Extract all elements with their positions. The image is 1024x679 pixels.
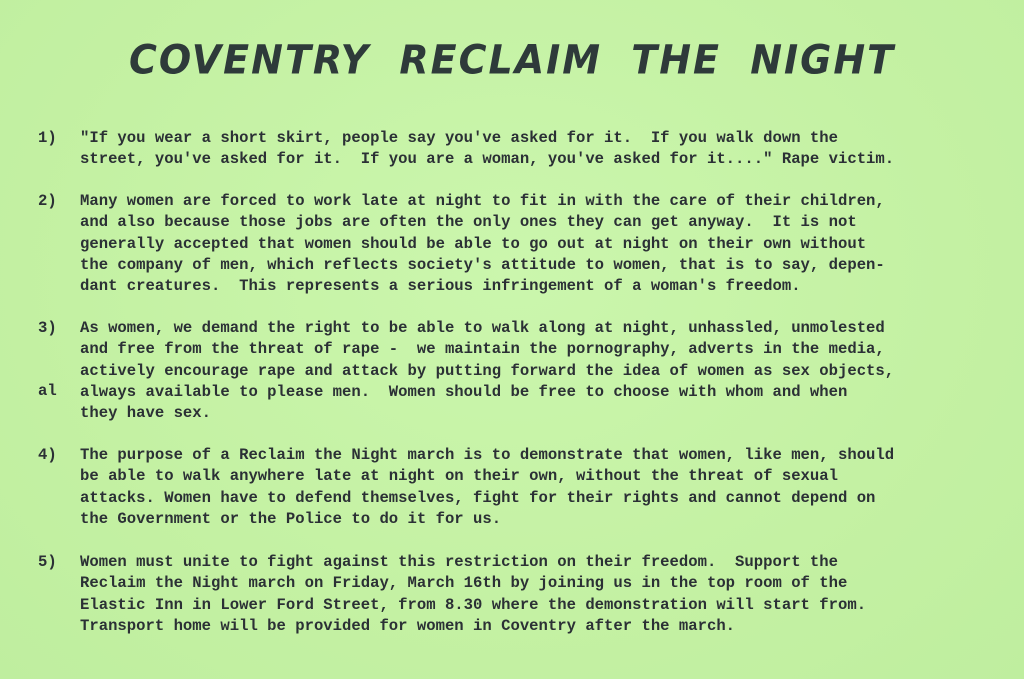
item-number: 3) [38, 319, 57, 337]
text-line: the company of men, which reflects society's attitude to women, that is to say, depen- [80, 255, 885, 274]
text-line: always available to please men. Women should be free to choose with whom and when [80, 382, 848, 401]
item-text [80, 128, 894, 171]
text-line: Many women are forced to work late at night to fit in with the care of their children, [80, 192, 885, 210]
text-line: Elastic Inn in Lower Ford Street, from 8.30 where the demonstration will start from. [80, 595, 867, 614]
text-line: Women must unite to fight against this restriction on their freedom. Support the [80, 553, 838, 571]
text-line: As women, we demand the right to be able to walk along at night, unhassled, unmolested [80, 319, 885, 337]
margin-annotation: al [38, 382, 57, 400]
text-line: the Government or the Police to do it for us. [80, 509, 502, 528]
item-number: 4) [38, 446, 57, 464]
text-line: and free from the threat of rape - we maintain the pornography, adverts in the media, [80, 340, 885, 359]
item-number: 5) [38, 553, 57, 571]
text-line: generally accepted that women should be able to go out at night on their own without [80, 234, 867, 253]
text-line: and also because those jobs are often the only ones they can get anyway. It is not [80, 213, 857, 232]
item-text [80, 318, 894, 424]
text-line: they have sex. [80, 404, 212, 423]
text-line: actively encourage rape and attack by putting forward the idea of women as sex objects, [80, 361, 895, 380]
text-line: Transport home will be provided for women in Coventry after the march. [80, 616, 736, 635]
text-line: dant creatures. This represents a serious infringement of a woman's freedom. [80, 277, 801, 296]
text-line: Reclaim the Night march on Friday, March 16th by joining us in the top room of the [80, 574, 848, 593]
text-line: "If you wear a short skirt, people say you've asked for it. If you walk down the [80, 129, 838, 147]
text-line: attacks. Women have to defend themselves, fight for their rights and cannot depend on [80, 488, 876, 507]
item-text [80, 552, 866, 637]
item-text [80, 191, 885, 297]
item-number: 2) [38, 192, 57, 210]
text-line: The purpose of a Reclaim the Night march is to demonstrate that women, like men, should [80, 446, 895, 464]
text-line: street, you've asked for it. If you are a woman, you've asked for it...." Rape victim. [80, 150, 895, 169]
item-number: 1) [38, 129, 57, 147]
text-line: be able to walk anywhere late at night on their own, without the threat of sexual [80, 467, 838, 486]
item-text [80, 445, 894, 530]
leaflet-title: COVENTRY RECLAIM THE NIGHT [128, 36, 896, 84]
